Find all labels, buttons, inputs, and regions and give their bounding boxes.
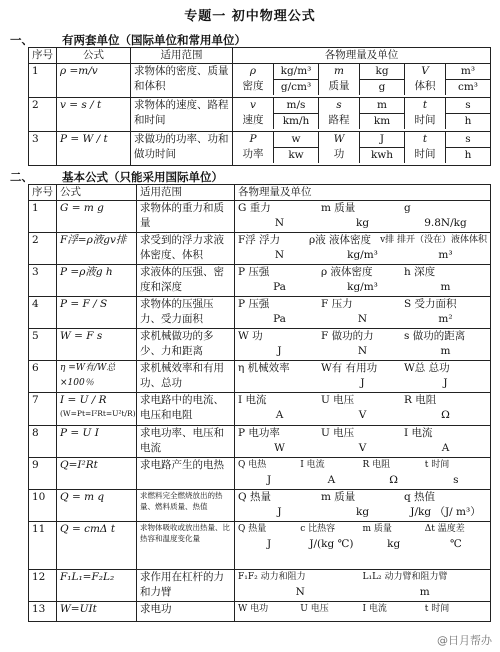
quantity-label: P 压强: [238, 298, 270, 310]
formula: v = s / t: [57, 98, 131, 132]
quantity-units-col: [445, 64, 490, 95]
quantity-symbol-col: [319, 132, 359, 163]
formula: ρ =m/v: [57, 64, 131, 98]
table-row: [29, 361, 491, 393]
unit-table-2: [28, 184, 491, 622]
scope: 求物体吸收或放出热量、比热容和温度变化量: [137, 522, 235, 570]
quantities-cell: [235, 570, 491, 602]
quantity-label: t 时间: [424, 460, 450, 470]
table-row: [29, 602, 491, 622]
quantity-unit: Ω: [389, 474, 398, 486]
quantity-label: ρ 液体密度: [321, 266, 373, 278]
section2-number: 二、: [10, 170, 33, 184]
quantity-unit: kg: [387, 538, 401, 550]
unit-si: s: [446, 98, 490, 114]
quantity-symbol: W: [333, 133, 345, 145]
formula: F₁L₁=F₂L₂: [60, 571, 115, 583]
quantity-label: h 深度: [404, 266, 436, 278]
quantity-unit: J/kg （J/ m³）: [410, 506, 481, 518]
quantity-units: [238, 376, 487, 391]
quantity-unit: N: [357, 345, 368, 357]
quantity-unit: A: [275, 409, 284, 421]
unit-si: J: [360, 132, 404, 148]
quantity-name: 速度: [242, 114, 264, 126]
quantity-group: [233, 132, 318, 163]
formula-note: (W=Pt=I²Rt=U²t/R): [60, 409, 136, 418]
quantity-label: Q 热量: [238, 491, 271, 503]
quantity-units-col: [273, 132, 318, 163]
quantity-unit: Pa: [273, 313, 286, 325]
quantity-label: I 电流: [300, 460, 325, 470]
header-scope: 适用范围: [131, 48, 233, 64]
quantity-unit: m: [440, 281, 451, 293]
header-formula: 公式: [57, 48, 131, 64]
quantity-label: Δt 温度差: [424, 524, 465, 534]
formula-cell: [57, 522, 137, 570]
quantity-label: P 电功率: [238, 427, 280, 439]
quantity-symbol: m: [334, 65, 344, 77]
quantity-unit: Ω: [441, 409, 450, 421]
quantity-unit: J: [267, 474, 272, 486]
quantities-cell: [235, 522, 491, 570]
quantity-label: m 质量: [362, 524, 392, 534]
quantity-units: [238, 408, 487, 423]
quantity-unit: 9.8N/kg: [424, 217, 467, 229]
quantity-symbol-col: [233, 132, 273, 163]
unit-si: m³: [446, 64, 490, 80]
quantity-name: 时间: [414, 114, 436, 126]
quantity-units: [238, 441, 487, 456]
formula: P = U I: [60, 427, 99, 439]
row-number: 3: [29, 265, 57, 297]
quantity-group: [233, 64, 318, 95]
header-quantities: 各物理量及单位: [235, 185, 491, 201]
quantity-labels: [238, 490, 487, 505]
quantity-unit: s: [453, 474, 459, 486]
quantity-unit: J: [267, 538, 272, 550]
formula-cell: [57, 393, 137, 426]
watermark: @日月帮办: [437, 634, 492, 647]
row-number: 10: [29, 490, 57, 522]
quantity-label: U 电压: [300, 604, 329, 614]
formula: Q=I²Rt: [60, 459, 98, 471]
table-row: [29, 458, 491, 490]
row-number: 2: [29, 98, 57, 132]
quantity-label: S 受力面积: [404, 298, 457, 310]
formula: P =ρ液g h: [60, 266, 113, 278]
quantity-labels: [238, 522, 487, 537]
row-number: 8: [29, 426, 57, 458]
formula-cell: [57, 361, 137, 393]
row-number: 13: [29, 602, 57, 622]
quantity-label: F浮 浮力: [238, 234, 281, 246]
quantity-labels: [238, 361, 487, 376]
quantity-label: c 比热容: [300, 524, 336, 534]
row-number: 1: [29, 64, 57, 98]
scope: 求物体的密度、质量和体积: [131, 64, 233, 98]
quantity-label: ρ液 液体密度: [309, 234, 372, 246]
quantity-symbol: s: [336, 99, 342, 111]
quantity-label: W 功: [238, 330, 263, 342]
formula-cell: [57, 201, 137, 233]
quantities-cell: [233, 64, 491, 98]
formula: W=UIt: [60, 603, 97, 615]
quantity-symbol: v: [250, 99, 256, 111]
quantity-units: [238, 344, 487, 359]
unit-common: cm³: [457, 81, 479, 93]
quantity-unit: kg: [355, 506, 370, 518]
quantity-label: I 电流: [362, 604, 387, 614]
quantity-units-col: [359, 98, 404, 129]
formula: P = W / t: [57, 132, 131, 166]
table-row: [29, 522, 491, 570]
formula-cell: [57, 297, 137, 329]
quantity-label: R 电阻: [404, 394, 437, 406]
quantities-cell: [235, 233, 491, 265]
quantity-label: G 重力: [238, 202, 271, 214]
quantity-symbol: t: [422, 133, 428, 145]
quantity-symbol-col: [405, 132, 445, 163]
table-row: [29, 393, 491, 426]
quantity-units: [238, 248, 487, 263]
quantity-units: [238, 216, 487, 231]
formula: G = m g: [60, 202, 104, 214]
quantity-label: W 电功: [238, 604, 269, 614]
quantity-label: U 电压: [321, 427, 355, 439]
unit-si: kg/m³: [274, 64, 318, 80]
quantity-label: m 质量: [321, 491, 356, 503]
section1-number: 一、: [10, 33, 33, 47]
quantity-label: m 质量: [321, 202, 356, 214]
unit-common: km/h: [282, 115, 310, 127]
quantities-cell: [235, 490, 491, 522]
unit-si: w: [274, 132, 318, 148]
formula: F浮=ρ液gv排: [60, 234, 127, 246]
section1-heading: [10, 32, 246, 48]
table-row: [29, 297, 491, 329]
quantity-unit: ℃: [450, 538, 462, 550]
quantity-label: Q 热量: [238, 524, 267, 534]
quantity-unit: J: [277, 345, 282, 357]
scope: 求电路产生的电热: [137, 458, 235, 490]
quantity-labels: [238, 233, 487, 248]
quantity-unit: kg/m³: [347, 249, 378, 261]
unit-common: g: [378, 81, 386, 93]
quantity-unit: N: [357, 313, 368, 325]
scope: 求燃料完全燃烧放出的热量、燃料质量、热值: [137, 490, 235, 522]
quantity-unit: kg: [355, 217, 370, 229]
row-number: 12: [29, 570, 57, 602]
scope: 求电功率、电压和电流: [137, 426, 235, 458]
quantity-unit: V: [358, 409, 367, 421]
quantity-label: R 电阻: [362, 460, 391, 470]
quantity-unit: m²: [438, 313, 453, 325]
row-number: 4: [29, 297, 57, 329]
quantity-unit: Pa: [273, 281, 286, 293]
quantities-cell: [235, 602, 491, 622]
quantity-label: F 做功的力: [321, 330, 374, 342]
quantity-units: [238, 505, 487, 520]
table-row: [29, 570, 491, 602]
scope: 求电功: [137, 602, 235, 622]
quantity-label: v排 排开（没在）液体体积: [380, 235, 488, 245]
quantities-cell: [235, 329, 491, 361]
unit-table-1: [28, 47, 491, 166]
quantity-label: g: [404, 202, 411, 214]
row-number: 7: [29, 393, 57, 426]
quantity-unit: V: [358, 442, 367, 454]
quantity-unit: N: [295, 586, 305, 598]
formula: η =W有/W总 ×100％: [60, 363, 116, 388]
quantity-label: I 电流: [404, 427, 433, 439]
quantity-units-col: [445, 98, 490, 129]
table-row: [29, 201, 491, 233]
unit-common: kw: [288, 149, 304, 161]
row-number: 5: [29, 329, 57, 361]
table-row: [29, 64, 491, 98]
quantity-unit: m: [440, 345, 451, 357]
scope: 求物体的速度、路程和时间: [131, 98, 233, 132]
formula-cell: [57, 490, 137, 522]
formula-cell: [57, 602, 137, 622]
quantity-unit: J/(kg ℃): [309, 538, 354, 550]
quantity-symbol-col: [405, 98, 445, 129]
quantity-label: I 电流: [238, 394, 267, 406]
quantity-name: 时间: [414, 148, 436, 160]
quantities-cell: [235, 297, 491, 329]
quantity-group: [404, 98, 490, 129]
quantity-label: Q 电热: [238, 460, 267, 470]
formula-cell: [57, 570, 137, 602]
formula-cell: [57, 329, 137, 361]
quantity-name: 质量: [328, 80, 350, 92]
quantity-unit: A: [327, 474, 336, 486]
unit-common: g/cm³: [280, 81, 312, 93]
quantity-symbol-col: [233, 64, 273, 95]
quantities-cell: [233, 98, 491, 132]
unit-common: km: [373, 115, 391, 127]
table-row: [29, 132, 491, 166]
table2-header-row: [29, 185, 491, 201]
quantity-units: [238, 280, 487, 295]
row-number: 1: [29, 201, 57, 233]
quantity-unit: N: [274, 249, 285, 261]
table-row: [29, 233, 491, 265]
scope: 求作用在杠杆的力和力臂: [137, 570, 235, 602]
row-number: 2: [29, 233, 57, 265]
quantity-label: W有 有用功: [321, 362, 378, 374]
table-row: [29, 98, 491, 132]
table-row: [29, 265, 491, 297]
quantity-symbol: V: [421, 65, 429, 77]
quantity-label: P 压强: [238, 266, 270, 278]
scope: 求液体的压强、密度和深度: [137, 265, 235, 297]
quantity-symbol-col: [319, 98, 359, 129]
section2-title: 基本公式（只能采用国际单位）: [62, 170, 223, 184]
formula: Q = m q: [60, 491, 105, 503]
quantity-unit: N: [274, 217, 285, 229]
table-row: [29, 329, 491, 361]
quantities-cell: [235, 393, 491, 426]
quantity-labels: [238, 602, 487, 617]
quantity-symbol-col: [319, 64, 359, 95]
quantity-units-col: [273, 64, 318, 95]
quantity-label: t 时间: [424, 604, 450, 614]
quantity-label: F 压力: [321, 298, 353, 310]
quantity-label: s 做功的距离: [404, 330, 466, 342]
quantity-group: [404, 64, 490, 95]
formula-cell: [57, 265, 137, 297]
quantity-unit: J: [360, 377, 365, 389]
quantity-labels: [238, 426, 487, 441]
quantity-unit: m³: [438, 249, 453, 261]
quantities-cell: [235, 458, 491, 490]
quantity-group: [318, 98, 404, 129]
scope: 求物体的压强压力、受力面积: [137, 297, 235, 329]
scope: 求做功的功率、功和做功时间: [131, 132, 233, 166]
quantity-labels: [238, 329, 487, 344]
quantity-units-col: [273, 98, 318, 129]
quantity-label: U 电压: [321, 394, 355, 406]
row-number: 3: [29, 132, 57, 166]
quantity-labels: [238, 458, 487, 473]
quantity-units: [238, 312, 487, 327]
quantity-unit: W: [274, 442, 285, 454]
quantity-symbol-col: [233, 98, 273, 129]
row-number: 6: [29, 361, 57, 393]
scope: 求受到的浮力求液体密度、体积: [137, 233, 235, 265]
section2-heading: [10, 169, 223, 185]
quantity-labels: [238, 201, 487, 216]
quantity-symbol: P: [249, 133, 257, 145]
quantity-units: [238, 537, 487, 552]
unit-si: kg: [360, 64, 404, 80]
scope: 求电路中的电流、电压和电阻: [137, 393, 235, 426]
scope: 求机械效率和有用功、总功: [137, 361, 235, 393]
quantity-name: 功率: [242, 148, 264, 160]
formula-cell: [57, 233, 137, 265]
quantity-label: η 机械效率: [238, 362, 290, 374]
unit-si: s: [446, 132, 490, 148]
formula-cell: [57, 458, 137, 490]
quantity-unit: kg/m³: [347, 281, 378, 293]
unit-common: kwh: [370, 149, 394, 161]
quantities-cell: [235, 265, 491, 297]
row-number: 11: [29, 522, 57, 570]
header-formula: 公式: [57, 185, 137, 201]
table-row: [29, 490, 491, 522]
quantity-units-col: [359, 132, 404, 163]
quantity-group: [233, 98, 318, 129]
row-number: 9: [29, 458, 57, 490]
quantity-label: q 热值: [404, 491, 436, 503]
quantity-units: [238, 473, 487, 488]
quantity-name: 密度: [242, 80, 264, 92]
quantity-labels: [238, 393, 487, 408]
quantity-symbol-col: [405, 64, 445, 95]
formula: Q = cmΔ t: [60, 523, 116, 535]
quantity-group: [318, 64, 404, 95]
formula: P = F / S: [60, 298, 108, 310]
section1-title: 有两套单位（国际单位和常用单位）: [62, 33, 246, 47]
quantity-symbol: t: [422, 99, 428, 111]
quantity-unit: J: [277, 506, 282, 518]
page-title: 专题一 初中物理公式: [184, 9, 316, 24]
formula-cell: [57, 426, 137, 458]
header-scope: 适用范围: [137, 185, 235, 201]
header-no: 序号: [29, 185, 57, 201]
quantity-group: [404, 132, 490, 163]
table-row: [29, 426, 491, 458]
unit-common: h: [464, 149, 472, 161]
quantity-labels: [238, 297, 487, 312]
table1-header-row: [29, 48, 491, 64]
quantity-unit: [238, 376, 321, 391]
quantity-label: F₁F₂ 动力和阻力: [238, 572, 306, 582]
formula: W = F s: [60, 330, 103, 342]
quantity-label: W总 总功: [404, 362, 450, 374]
quantities-cell: [235, 361, 491, 393]
quantity-units-col: [445, 132, 490, 163]
quantity-name: 路程: [328, 114, 350, 126]
quantity-units: [238, 585, 487, 600]
quantity-labels: [238, 570, 487, 585]
quantity-labels: [238, 265, 487, 280]
quantity-name: 体积: [414, 80, 436, 92]
quantity-name: 功: [333, 148, 345, 160]
quantity-symbol: ρ: [249, 65, 257, 77]
quantities-cell: [235, 426, 491, 458]
quantity-unit: J: [443, 377, 448, 389]
scope: 求机械做功的多少、力和距离: [137, 329, 235, 361]
unit-common: h: [464, 115, 472, 127]
quantity-units-col: [359, 64, 404, 95]
unit-si: m: [360, 98, 404, 114]
formula: I = U / R: [60, 394, 107, 406]
scope: 求物体的重力和质量: [137, 201, 235, 233]
header-no: 序号: [29, 48, 57, 64]
unit-si: m/s: [274, 98, 318, 114]
quantities-cell: [235, 201, 491, 233]
quantity-group: [318, 132, 404, 163]
quantity-label: L₁L₂ 动力臂和阻力臂: [362, 572, 448, 582]
quantity-unit: A: [441, 442, 450, 454]
header-quantities: 各物理量及单位: [233, 48, 491, 64]
quantities-cell: [233, 132, 491, 166]
quantity-unit: m: [419, 586, 430, 598]
